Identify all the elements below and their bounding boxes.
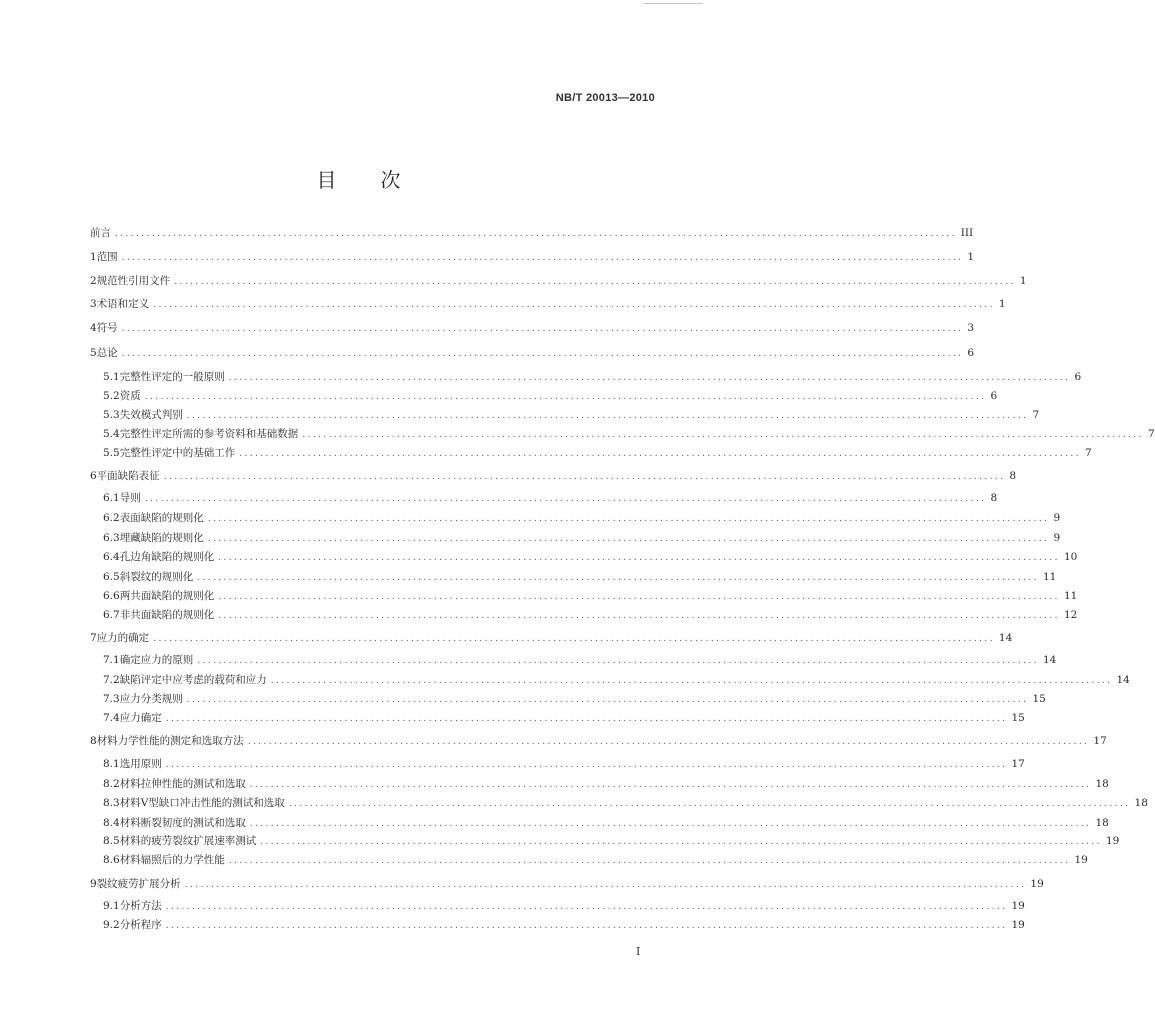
toc-entry[interactable]	[103, 408, 1040, 423]
toc-entry-title: 资质	[119, 390, 141, 402]
toc-entry-title: 材料拉伸性能的测试和选取	[119, 778, 246, 790]
toc-entry-title: 材料V型缺口冲击性能的测试和选取	[119, 797, 285, 809]
toc-dot-leader: ................................................................................................................................................................	[218, 611, 1060, 621]
toc-entry[interactable]	[90, 734, 1107, 749]
toc-entry-title: 完整性评定中的基础工作	[119, 447, 236, 459]
toc-entry[interactable]	[103, 692, 1046, 707]
title-char: 目	[316, 168, 337, 192]
toc-dot-leader: ................................................................................................................................................................	[121, 349, 964, 359]
toc-entry-page: 10	[1063, 551, 1078, 563]
toc-entry[interactable]	[103, 531, 1061, 546]
toc-dot-leader: ................................................................................................................................................................	[197, 656, 1039, 666]
toc-dot-leader: ................................................................................................................................................................	[186, 695, 1029, 705]
toc-entry-page: 1	[1019, 275, 1027, 287]
toc-entry-page: 18	[1134, 797, 1148, 809]
toc-entry-title: 孔边角缺陷的规则化	[119, 551, 215, 563]
toc-entry-title: 总论	[96, 347, 118, 359]
toc-entry[interactable]	[103, 711, 1025, 726]
toc-entry-title: 完整性评定所需的参考资料和基础数据	[119, 428, 299, 440]
toc-entry[interactable]	[90, 321, 975, 336]
toc-dot-leader: ................................................................................................................................................................	[115, 229, 957, 239]
toc-entry[interactable]	[103, 816, 1109, 831]
toc-entry[interactable]	[103, 918, 1025, 933]
toc-entry-title: 埋藏缺陷的规则化	[119, 532, 204, 544]
toc-entry-title: 失效模式判别	[119, 409, 183, 421]
toc-entry-number: 5.1	[103, 371, 120, 383]
toc-entry-number: 7.3	[103, 693, 120, 705]
toc-entry-page: 15	[1011, 712, 1025, 724]
toc-entry-number: 7.2	[103, 674, 120, 686]
toc-entry-title: 材料力学性能的测定和选取方法	[96, 735, 244, 747]
toc-entry-page: 19	[1011, 900, 1025, 912]
toc-entry[interactable]	[103, 673, 1130, 688]
title-char: 次	[380, 168, 401, 192]
toc-entry[interactable]	[90, 297, 1006, 312]
toc-entry[interactable]	[90, 469, 1017, 484]
toc-entry-page: 11	[1042, 571, 1057, 583]
top-edge-rule	[643, 3, 703, 4]
toc-entry-number: 7.1	[103, 654, 120, 666]
toc-entry-page: 12	[1063, 609, 1078, 621]
toc-entry-page: 11	[1063, 590, 1078, 602]
toc-entry-title: 材料辐照后的力学性能	[119, 854, 225, 866]
toc-entry-page: 14	[1116, 674, 1130, 686]
toc-entry-title: 表面缺陷的规则化	[119, 512, 204, 524]
toc-dot-leader: ................................................................................................................................................................	[174, 277, 1016, 287]
toc-entry-number: 5.5	[103, 447, 120, 459]
toc-entry[interactable]	[90, 346, 975, 361]
toc-entry-title: 缺陷评定中应考虑的载荷和应力	[119, 674, 267, 686]
toc-dot-leader: ................................................................................................................................................................	[207, 514, 1050, 524]
toc-dot-leader: ................................................................................................................................................................	[302, 430, 1144, 440]
toc-entry-title: 符号	[96, 322, 118, 334]
toc-entry-title: 应力的确定	[96, 632, 150, 644]
toc-entry-page: 6	[1074, 371, 1082, 383]
toc-entry-page: 17	[1011, 758, 1025, 770]
toc-entry-title: 平面缺陷表征	[96, 470, 160, 482]
toc-entry-page: 19	[1074, 854, 1088, 866]
toc-entry-title: 两共面缺陷的规则化	[119, 590, 215, 602]
toc-dot-leader: ................................................................................................................................................................	[121, 253, 964, 263]
toc-entry-number: 5.2	[103, 390, 120, 402]
toc-entry-page: 18	[1095, 817, 1109, 829]
toc-entry-title: 裂纹疲劳扩展分析	[96, 878, 181, 890]
toc-entry-page: 3	[967, 322, 975, 334]
toc-entry-title: 材料的疲劳裂纹扩展速率测试	[119, 835, 257, 847]
toc-entry[interactable]	[103, 796, 1148, 811]
toc-entry-page: 8	[990, 492, 998, 504]
toc-dot-leader: ................................................................................................................................................................	[247, 737, 1090, 747]
toc-entry-number: 6.7	[103, 609, 120, 621]
toc-entry-page: 18	[1095, 778, 1109, 790]
toc-entry-title: 应力分类规则	[119, 693, 183, 705]
toc-entry-number: 2	[90, 275, 97, 287]
toc-entry[interactable]	[90, 226, 974, 241]
toc-entry-number: 7	[90, 632, 97, 644]
toc-entry-number: 8.5	[103, 835, 120, 847]
toc-entry-title: 选用原则	[119, 758, 162, 770]
toc-dot-leader: ................................................................................................................................................................	[165, 714, 1008, 724]
toc-dot-leader: ................................................................................................................................................................	[288, 799, 1131, 809]
toc-dot-leader: ................................................................................................................................................................	[239, 449, 1081, 459]
toc-entry[interactable]	[90, 250, 975, 265]
standard-code: NB/T 20013—2010	[555, 92, 655, 104]
toc-entry-page: 9	[1053, 512, 1061, 524]
toc-entry-number: 4	[90, 322, 97, 334]
toc-dot-leader: ................................................................................................................................................................	[270, 676, 1113, 686]
toc-entry[interactable]	[103, 370, 1082, 385]
toc-entry[interactable]	[90, 274, 1027, 289]
toc-entry-title: 应力确定	[119, 712, 162, 724]
toc-entry-number: 8.4	[103, 817, 120, 829]
toc-title	[0, 164, 717, 193]
toc-dot-leader: ................................................................................................................................................................	[144, 392, 987, 402]
toc-entry[interactable]	[103, 757, 1025, 772]
toc-entry-title: 分析方法	[119, 900, 162, 912]
toc-dot-leader: ................................................................................................................................................................	[228, 856, 1071, 866]
toc-entry[interactable]	[103, 834, 1120, 849]
toc-entry[interactable]	[103, 491, 998, 506]
toc-entry-page: 19	[1105, 835, 1120, 847]
toc-entry-page: 6	[967, 347, 975, 359]
toc-entry-page: 1	[967, 251, 975, 263]
toc-entry-number: 1	[90, 251, 97, 263]
toc-entry-number: 9.1	[103, 900, 120, 912]
toc-entry-page: 19	[1030, 878, 1044, 890]
toc-dot-leader: ................................................................................................................................................................	[184, 880, 1027, 890]
toc-entry-page: III	[960, 227, 974, 239]
toc-dot-leader: ................................................................................................................................................................	[163, 472, 1006, 482]
toc-entry-number: 8	[90, 735, 97, 747]
toc-entry-title: 前言	[90, 227, 111, 239]
toc-entry-number: 6.2	[103, 512, 120, 524]
toc-entry-number: 6.1	[103, 492, 120, 504]
toc-dot-leader: ................................................................................................................................................................	[153, 300, 995, 310]
toc-entry[interactable]	[103, 550, 1078, 565]
toc-dot-leader: ................................................................................................................................................................	[218, 553, 1060, 563]
toc-entry[interactable]	[90, 877, 1044, 892]
toc-dot-leader: ................................................................................................................................................................	[197, 573, 1039, 583]
toc-entry-number: 5.3	[103, 409, 120, 421]
toc-entry-page: 14	[1042, 654, 1057, 666]
toc-entry-number: 6	[90, 470, 97, 482]
toc-dot-leader: ................................................................................................................................................................	[260, 837, 1102, 847]
toc-entry[interactable]	[103, 589, 1078, 604]
toc-entry-title: 分析程序	[119, 919, 162, 931]
toc-entry-number: 5	[90, 347, 97, 359]
toc-entry-title: 材料断裂韧度的测试和选取	[119, 817, 246, 829]
toc-dot-leader: ................................................................................................................................................................	[165, 760, 1008, 770]
toc-entry-page: 17	[1093, 735, 1107, 747]
toc-entry-page: 15	[1032, 693, 1046, 705]
toc-dot-leader: ................................................................................................................................................................	[186, 411, 1029, 421]
toc-entry[interactable]	[103, 608, 1078, 623]
toc-entry[interactable]	[103, 511, 1061, 526]
toc-entry-number: 9	[90, 878, 97, 890]
toc-entry-title: 非共面缺陷的规则化	[119, 609, 215, 621]
toc-entry[interactable]	[103, 446, 1092, 461]
toc-entry-page: 7	[1032, 409, 1040, 421]
toc-entry-number: 8.3	[103, 797, 120, 809]
toc-entry-number: 6.4	[103, 551, 120, 563]
toc-dot-leader: ................................................................................................................................................................	[207, 534, 1050, 544]
toc-dot-leader: ................................................................................................................................................................	[144, 494, 987, 504]
toc-entry-number: 8.6	[103, 854, 120, 866]
toc-entry-title: 完整性评定的一般原则	[119, 371, 225, 383]
toc-entry[interactable]	[103, 570, 1057, 585]
toc-entry-title: 确定应力的原则	[119, 654, 194, 666]
toc-dot-leader: ................................................................................................................................................................	[228, 373, 1071, 383]
toc-entry-title: 范围	[96, 251, 118, 263]
toc-entry[interactable]	[103, 899, 1025, 914]
toc-entry-page: 14	[998, 632, 1013, 644]
toc-entry-title: 导则	[119, 492, 141, 504]
toc-entry-title: 术语和定义	[96, 298, 150, 310]
toc-entry-number: 3	[90, 298, 97, 310]
toc-entry-page: 8	[1009, 470, 1017, 482]
toc-entry-number: 8.1	[103, 758, 120, 770]
page-number: I	[636, 945, 641, 958]
toc-dot-leader: ................................................................................................................................................................	[153, 634, 995, 644]
toc-entry-number: 6.6	[103, 590, 120, 602]
toc-entry-page: 7	[1084, 447, 1092, 459]
toc-dot-leader: ................................................................................................................................................................	[165, 921, 1008, 931]
toc-dot-leader: ................................................................................................................................................................	[121, 324, 964, 334]
toc-entry-title: 斜裂纹的规则化	[119, 571, 194, 583]
toc-dot-leader: ................................................................................................................................................................	[249, 819, 1092, 829]
toc-entry-page: 1	[998, 298, 1006, 310]
toc-entry-page: 19	[1011, 919, 1025, 931]
toc-entry-number: 7.4	[103, 712, 120, 724]
toc-entry-number: 8.2	[103, 778, 120, 790]
toc-entry-page: 9	[1053, 532, 1061, 544]
toc-entry-title: 规范性引用文件	[96, 275, 171, 287]
toc-entry-number: 9.2	[103, 919, 120, 931]
toc-dot-leader: ................................................................................................................................................................	[165, 902, 1008, 912]
toc-dot-leader: ................................................................................................................................................................	[218, 592, 1060, 602]
toc-dot-leader: ................................................................................................................................................................	[249, 780, 1092, 790]
toc-entry-number: 6.5	[103, 571, 120, 583]
toc-entry-number: 6.3	[103, 532, 120, 544]
toc-entry[interactable]	[103, 653, 1057, 668]
toc-entry-page: 7	[1147, 428, 1155, 440]
toc-entry[interactable]	[90, 631, 1013, 646]
toc-entry-page: 6	[990, 390, 998, 402]
toc-entry[interactable]	[103, 389, 998, 404]
toc-entry[interactable]	[103, 777, 1109, 792]
toc-entry[interactable]	[103, 853, 1088, 868]
toc-entry-number: 5.4	[103, 428, 120, 440]
toc-entry[interactable]	[103, 427, 1155, 442]
